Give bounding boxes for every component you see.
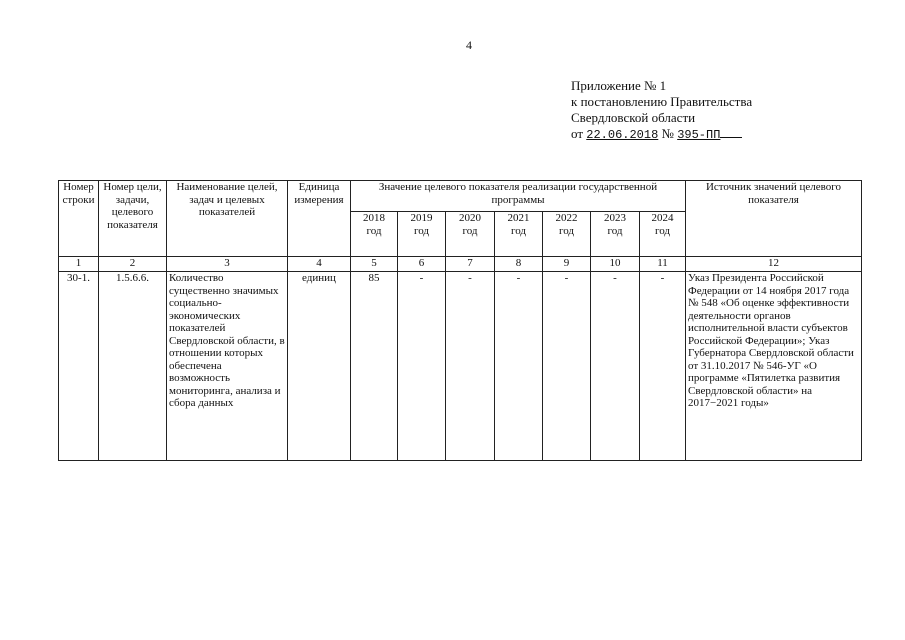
column-number: 6 [398, 257, 446, 272]
column-number: 4 [288, 257, 351, 272]
header-value-group: Значение целевого показателя реализации государственной программы [351, 181, 686, 212]
table-row [59, 272, 862, 461]
column-number: 11 [640, 257, 686, 272]
header-year: 2019 год [398, 212, 446, 257]
cell-row-number: 30-1. [59, 272, 99, 461]
header-source: Источник значений целевого показателя [686, 181, 862, 257]
appendix-date-line [571, 126, 752, 143]
column-number: 2 [99, 257, 167, 272]
number-prefix: № [661, 126, 674, 141]
appendix-resolution: к постановлению Правительства [571, 94, 753, 109]
header-year: 2020 год [446, 212, 495, 257]
header-row-number: Номер строки [59, 181, 99, 257]
column-number: 12 [686, 257, 862, 272]
column-number: 8 [495, 257, 543, 272]
header-year: 2021 год [495, 212, 543, 257]
column-numbers-row [59, 257, 862, 272]
date-prefix: от [571, 126, 584, 141]
cell-source: Указ Президента Российской Федерации от 14 ноября 2017 года № 548 «Об оценке эффективности деятельности органов исполнительной власти субъектов Российской Федерации»; Указ Губернатора Свердловской области от 31.10.2017 № 546-УГ «О программе «Пятилетка развития Свердловской области» на 2017−2021 годы» [686, 272, 862, 461]
cell-value-2024: - [640, 272, 686, 461]
cell-unit: единиц [288, 272, 351, 461]
cell-goal-number: 1.5.6.6. [99, 272, 167, 461]
header-year: 2023 год [591, 212, 640, 257]
header-goal-number: Номер цели, задачи, целевого показателя [99, 181, 167, 257]
appendix-title: Приложение № 1 [571, 78, 667, 93]
column-number: 5 [351, 257, 398, 272]
header-year: 2018 год [351, 212, 398, 257]
column-number: 3 [167, 257, 288, 272]
page-number: 4 [466, 38, 472, 52]
appendix-header [571, 78, 752, 143]
resolution-number: 395-ПП [677, 128, 721, 142]
cell-value-2018: 85 [351, 272, 398, 461]
column-number: 7 [446, 257, 495, 272]
cell-value-2021: - [495, 272, 543, 461]
column-number: 10 [591, 257, 640, 272]
column-number: 1 [59, 257, 99, 272]
header-row [59, 181, 862, 212]
underline-tail [720, 126, 742, 138]
appendix-region: Свердловской области [571, 110, 696, 125]
column-number: 9 [543, 257, 591, 272]
indicators-table [58, 180, 862, 461]
resolution-date: 22.06.2018 [586, 128, 659, 142]
header-year: 2024 год [640, 212, 686, 257]
cell-value-2020: - [446, 272, 495, 461]
cell-value-2023: - [591, 272, 640, 461]
cell-value-2019: - [398, 272, 446, 461]
header-name: Наименование целей, задач и целевых показателей [167, 181, 288, 257]
cell-value-2022: - [543, 272, 591, 461]
header-unit: Единица измерения [288, 181, 351, 257]
cell-name: Количество существенно значимых социально-экономических показателей Свердловской области, в отношении которых обеспечена возможность мониторинга, анализа и сбора данных [167, 272, 288, 461]
header-year: 2022 год [543, 212, 591, 257]
